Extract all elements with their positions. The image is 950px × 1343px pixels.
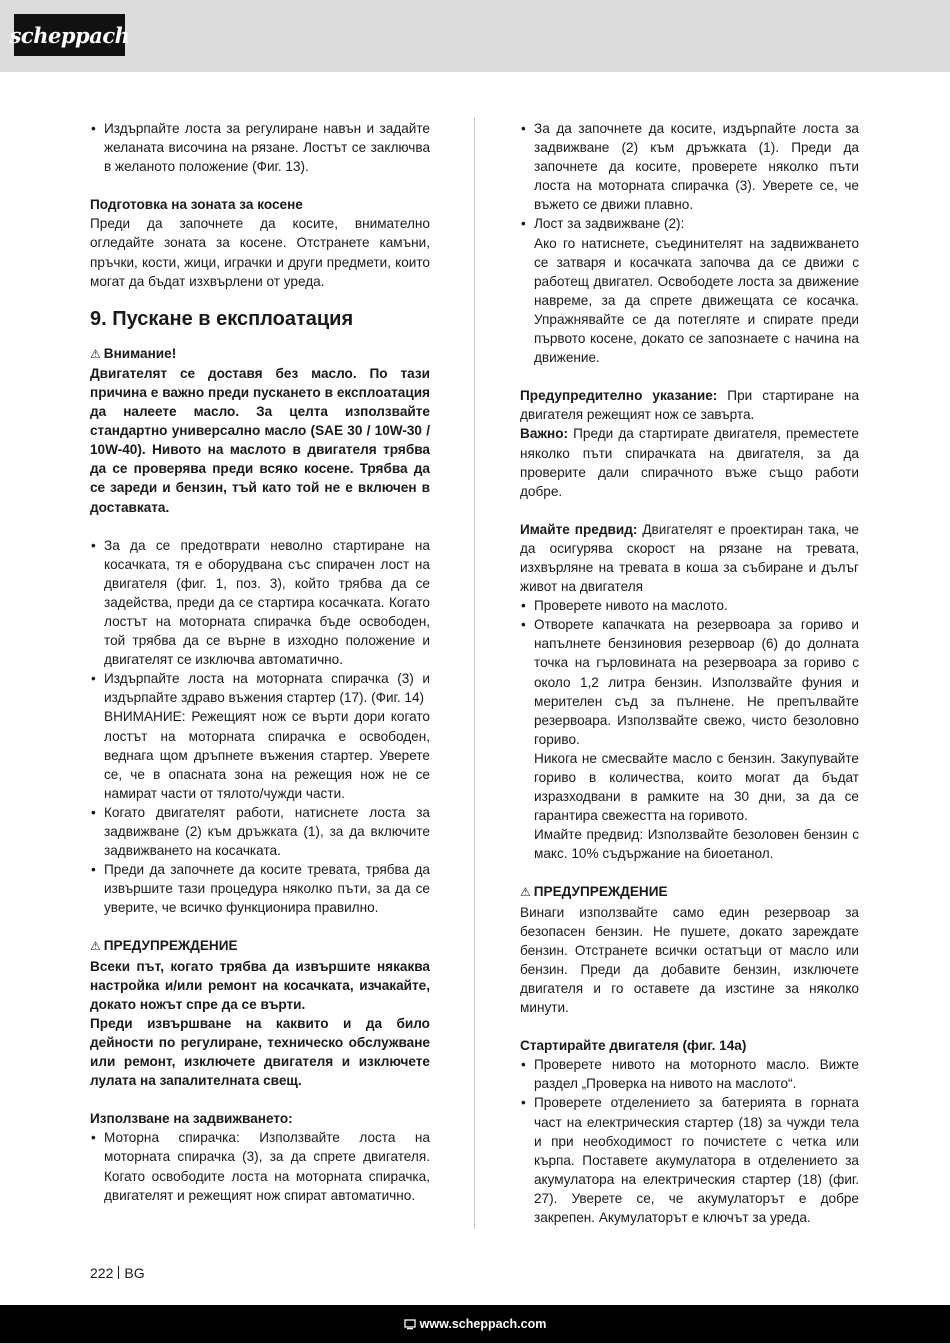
website-link[interactable]: www.scheppach.com <box>404 1317 547 1331</box>
list-item: • Издърпайте лоста за регулиране навън и задайте желаната височина на рязане. Лостът се заключва в желаното положение (Фиг. 13). <box>90 119 430 176</box>
warning-text-2: Преди извършване на каквито и да било дейности по регулиране, техническо обслужване или ремонт, изключете двигателя и изключете лулата на запалителната свещ. <box>90 1015 430 1089</box>
caution-paragraph: Предупредително указание: При стартиране на двигателя режещият нож се завърта. <box>520 388 860 423</box>
column-divider <box>474 117 475 1229</box>
start-list <box>520 1055 859 1227</box>
drive-usage-list <box>520 119 859 367</box>
attention-text: Двигателят се доставя без масло. По тази причина е важно преди пускането в експлоатация да налеете масло. За целта използвайте стандартно универсално масло (SAE 30 / 10W-30 / 10W-40). Нивото на маслото в двигателя трябва да се проверява преди всяко косене. Трябва да се зареди и бензин, тъй като той не е включен в доставката. <box>90 365 430 515</box>
left-column <box>90 119 430 1205</box>
right-column <box>520 119 859 1227</box>
list-item: • За да се предотврати неволно стартиране на косачката, тя е оборудвана със спирачен лост на двигателя (фиг. 1, поз. 3), който трябва да се задейства, преди да се стартира косачката. Когато лостът на моторната спирачка бъде освободен, той трябва да се върне в изходно положение и двигателят се изключва автоматично. <box>90 536 430 670</box>
warning-text-1: Всеки път, когато трябва да извършите някаква настройка и/или ремонт на косачката, изчакайте, докато ножът спре да се върти. <box>90 958 430 1012</box>
list-item: • Отворете капачката на резервоара за гориво и напълнете бензиновия резервоар (6) до долната точка на гърловината на резервоара за гориво с около 1,2 литра бензин. Използвайте фуния и мерителен съд за пълнене. Не препълвайте резервоара. Използвайте свежо, чисто безоловно гориво. Никога не смесвайте масло с бензин. Закупувайте гориво в количества, които могат да бъдат изразходвани в рамките на 30 дни, за да се гарантира свежестта на горивото. Имайте предвид: Използвайте безоловен бензин с макс. 10% съдържание на биоетанол. <box>520 615 859 863</box>
list-item: • За да започнете да косите, издърпайте лоста за задвижване (2) към дръжката (1). Преди да започнете да косите, проверете няколко пъти лоста на моторната спирачка (3). Уверете се, че въжето се движи плавно. <box>520 119 859 214</box>
list-item: • Издърпайте лоста на моторната спирачка (3) и издърпайте здраво въжения стартер (17). (Фиг. 14) ВНИМАНИЕ: Режещият нож се върти дори когато лостът на моторната спирачка е освободен, веднага щом дръпнете въжения стартер. Уверете се, че в опасната зона на режещия нож не се намират части от тялото/чужди части. <box>90 669 430 803</box>
warning-icon: ⚠ <box>90 346 101 361</box>
important-paragraph: Важно: Преди да стартирате двигателя, преместете няколко пъти спирачката на двигателя, за да проверите дали спирачното въже също работи добре. <box>520 426 859 499</box>
scheppach-logo[interactable]: scheppach <box>14 14 125 56</box>
note-paragraph: Имайте предвид: Двигателят е проектиран така, че да осигурява скорост на рязане на тревата, изхвърляне на тревата в коша за събиране и дълъг живот на двигателя <box>520 521 859 595</box>
footer-bar <box>0 1305 950 1343</box>
list-item: • Лост за задвижване (2): Ако го натиснете, съединителят на задвижването се затваря и косачката започва да се движи с работещ двигател. Освободете лоста за движение навреме, за да спрете движещата се косачка. Упражнявайте се да потегляте и спирате преди първото косене, докато се запознаете с начина на движение. <box>520 214 859 367</box>
caution-note: ВНИМАНИЕ: Режещият нож се върти дори когато лостът на моторната спирачка е освободен, веднага щом дръпнете въжения стартер. Уверете се, че в опасната зона на режещия нож не се намират части от тялото/чужди части. <box>104 709 430 801</box>
warning-heading: ⚠ ПРЕДУПРЕЖДЕНИЕ <box>90 938 238 954</box>
operation-list <box>90 536 430 918</box>
section-title: 9. Пускане в експлоатация <box>90 307 354 330</box>
list-item: • Моторна спирачка: Използвайте лоста на моторната спирачка (3), за да спрете двигателя. Когато освободите лоста на моторната спирачка, двигателят и режещият нож спират автоматично. <box>90 1128 430 1204</box>
warning-text: Винаги използвайте само един резервоар за безопасен бензин. Не пушете, докато зареждате бензин. Отстранете всички остатъци от масло или бензин. Преди да добавите бензин, изключете двигателя и го оставете да изстине за няколко минути. <box>520 904 859 1016</box>
warning-heading: ⚠ ПРЕДУПРЕЖДЕНИЕ <box>520 884 668 900</box>
language-code: BG <box>124 1265 145 1281</box>
fuel-list <box>520 596 859 863</box>
header-bar <box>0 0 950 72</box>
list-item: • Проверете нивото на маслото. <box>520 596 859 615</box>
prep-heading: Подготовка на зоната за косене <box>90 197 303 213</box>
page-number: 222 BG <box>90 1265 145 1281</box>
list-item: • Проверете отделението за батерията в горната част на електрическия стартер (18) за чужди тела и при необходимост го почистете с четка или кърпа. Поставете акумулатора в отделението за акумулатора на електрическия стартер (18) (фиг. 27). Уверете се, че акумулаторът е добре закрепен. Акумулаторът е ключът за уреда. <box>520 1093 859 1227</box>
attention-heading: ⚠ Внимание! <box>90 345 177 361</box>
drive-list <box>90 1128 430 1204</box>
list-item: • Преди да започнете да косите тревата, трябва да извършите тази процедура няколко пъти, за да се уверите, че всичко функционира правилно. <box>90 860 430 917</box>
list-item: • Когато двигателят работи, натиснете лоста за задвижване (2) към дръжката (1), за да включите задвижването на косачката. <box>90 803 430 860</box>
monitor-icon <box>404 1319 416 1330</box>
start-heading: Стартирайте двигателя (фиг. 14a) <box>520 1038 747 1054</box>
warning-icon: ⚠ <box>520 885 531 900</box>
list-item: • Проверете нивото на моторното масло. Вижте раздел „Проверка на нивото на маслото“. <box>520 1055 859 1093</box>
intro-list <box>90 119 430 176</box>
drive-heading: Използване на задвижването: <box>90 1111 293 1127</box>
prep-text: Преди да започнете да косите, внимателно огледайте зоната за косене. Отстранете камъни, пръчки, кости, жици, играчки и други предмети, които могат да бъдат изхвърлени от уреда. <box>90 216 430 289</box>
warning-icon: ⚠ <box>90 939 101 954</box>
